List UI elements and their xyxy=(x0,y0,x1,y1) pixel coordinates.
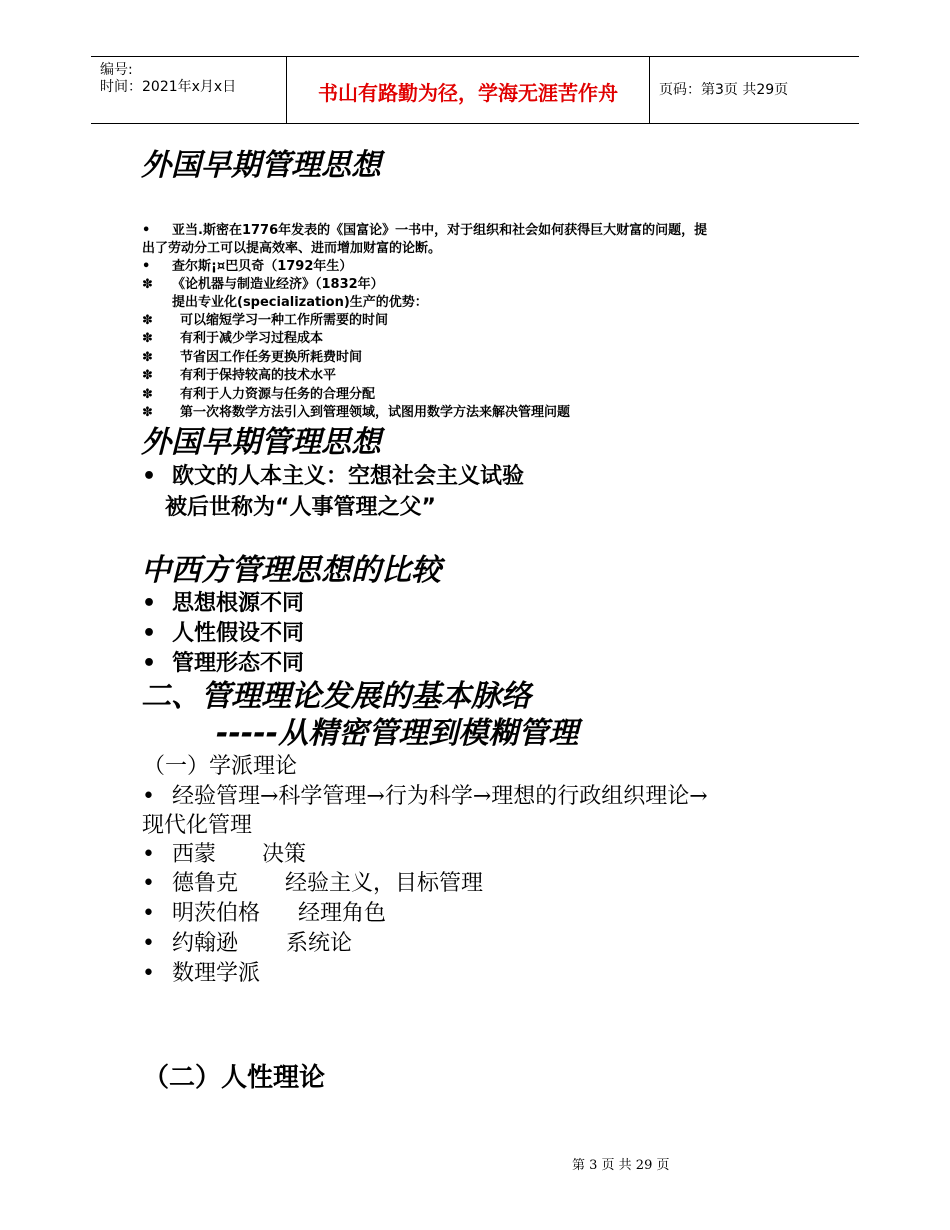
list-item: • 人性假设不同 xyxy=(142,621,305,646)
owen-line: • 欧文的人本主义：空想社会主义试验 xyxy=(142,464,525,489)
header-middle-cell xyxy=(287,57,650,123)
person-desc: 决策 xyxy=(262,842,307,867)
motto: 书山有路勤为径，学海无涯苦作舟 xyxy=(318,81,618,105)
bullet: • xyxy=(142,259,151,274)
page-header xyxy=(91,56,859,124)
time-label: 时间：2021年x月x日 xyxy=(100,79,237,95)
list-item: ✽ 有利于人力资源与任务的合理分配 xyxy=(142,387,376,402)
school-theory-heading: （一）学派理论 xyxy=(143,754,298,779)
number-label: 编号: xyxy=(100,62,133,78)
list-item: • 管理形态不同 xyxy=(142,651,305,676)
person-desc: 经理角色 xyxy=(298,901,387,926)
bullet: • xyxy=(142,784,155,809)
section3-title: 中西方管理思想的比较 xyxy=(141,553,441,588)
list-item: • 西蒙 xyxy=(142,842,217,867)
page-footer: 第 3 页 共 29 页 xyxy=(572,1158,670,1173)
owen-title-line: 被后世称为“人事管理之父” xyxy=(165,495,436,520)
bullet: • xyxy=(142,961,155,986)
list-item: • 明茨伯格 xyxy=(142,901,261,926)
star-bullet: ✽ xyxy=(142,313,153,328)
smith-paragraph-line2: 出了劳动分工可以提高效率、进而增加财富的论断。 xyxy=(142,241,442,256)
list-item: ✽ 第一次将数学方法引入到管理领域，试图用数学方法来解决管理问题 xyxy=(142,405,571,420)
person-desc: 经验主义，目标管理 xyxy=(285,871,484,896)
page-info: 页码：第3页 共29页 xyxy=(659,82,789,98)
person-desc: 系统论 xyxy=(286,931,353,956)
section1-title: 外国早期管理思想 xyxy=(141,148,381,183)
star-bullet: ✽ xyxy=(142,387,153,402)
bullet: • xyxy=(142,931,155,956)
list-item: ✽ 可以缩短学习一种工作所需要的时间 xyxy=(142,313,389,328)
star-bullet: ✽ xyxy=(142,331,153,346)
star-bullet: ✽ xyxy=(142,350,153,365)
book-line: ✽ 《论机器与制造业经济》（1832年） xyxy=(142,277,384,292)
bullet: • xyxy=(142,842,155,867)
bullet: • xyxy=(142,223,151,238)
bullet: • xyxy=(142,871,155,896)
list-item: ✽ 有利于减少学习过程成本 xyxy=(142,331,324,346)
header-right-cell xyxy=(650,57,859,123)
list-item: • 思想根源不同 xyxy=(142,591,305,616)
flow-line2: 现代化管理 xyxy=(142,813,253,838)
flow-line1: • 经验管理→科学管理→行为科学→理想的行政组织理论→ xyxy=(142,784,708,809)
specialization-intro: 提出专业化(specialization)生产的优势： xyxy=(172,295,428,310)
smith-paragraph-line1: • 亚当.斯密在1776年发表的《国富论》一书中，对于组织和社会如何获得巨大财富的问题，提 xyxy=(142,223,708,238)
section4-subtitle: -----从精密管理到模糊管理 xyxy=(216,716,579,751)
babbage-line: • 查尔斯¡¤巴贝奇（1792年生） xyxy=(142,259,353,274)
list-item: • 德鲁克 xyxy=(142,871,239,896)
star-bullet: ✽ xyxy=(142,368,153,383)
list-item: • 约翰逊 xyxy=(142,931,239,956)
header-left-cell xyxy=(91,57,287,123)
star-bullet: ✽ xyxy=(142,277,153,292)
list-item: ✽ 有利于保持较高的技术水平 xyxy=(142,368,337,383)
list-item: • 数理学派 xyxy=(142,961,261,986)
list-item: ✽ 节省因工作任务更换所耗费时间 xyxy=(142,350,363,365)
section5-title: （二）人性理论 xyxy=(143,1063,326,1093)
bullet: • xyxy=(142,591,157,616)
bullet: • xyxy=(142,901,155,926)
star-bullet: ✽ xyxy=(142,405,153,420)
section2-title: 外国早期管理思想 xyxy=(141,425,381,460)
section4-title: 二、管理理论发展的基本脉络 xyxy=(141,679,531,714)
bullet: • xyxy=(142,464,157,489)
bullet: • xyxy=(142,651,157,676)
bullet: • xyxy=(142,621,157,646)
